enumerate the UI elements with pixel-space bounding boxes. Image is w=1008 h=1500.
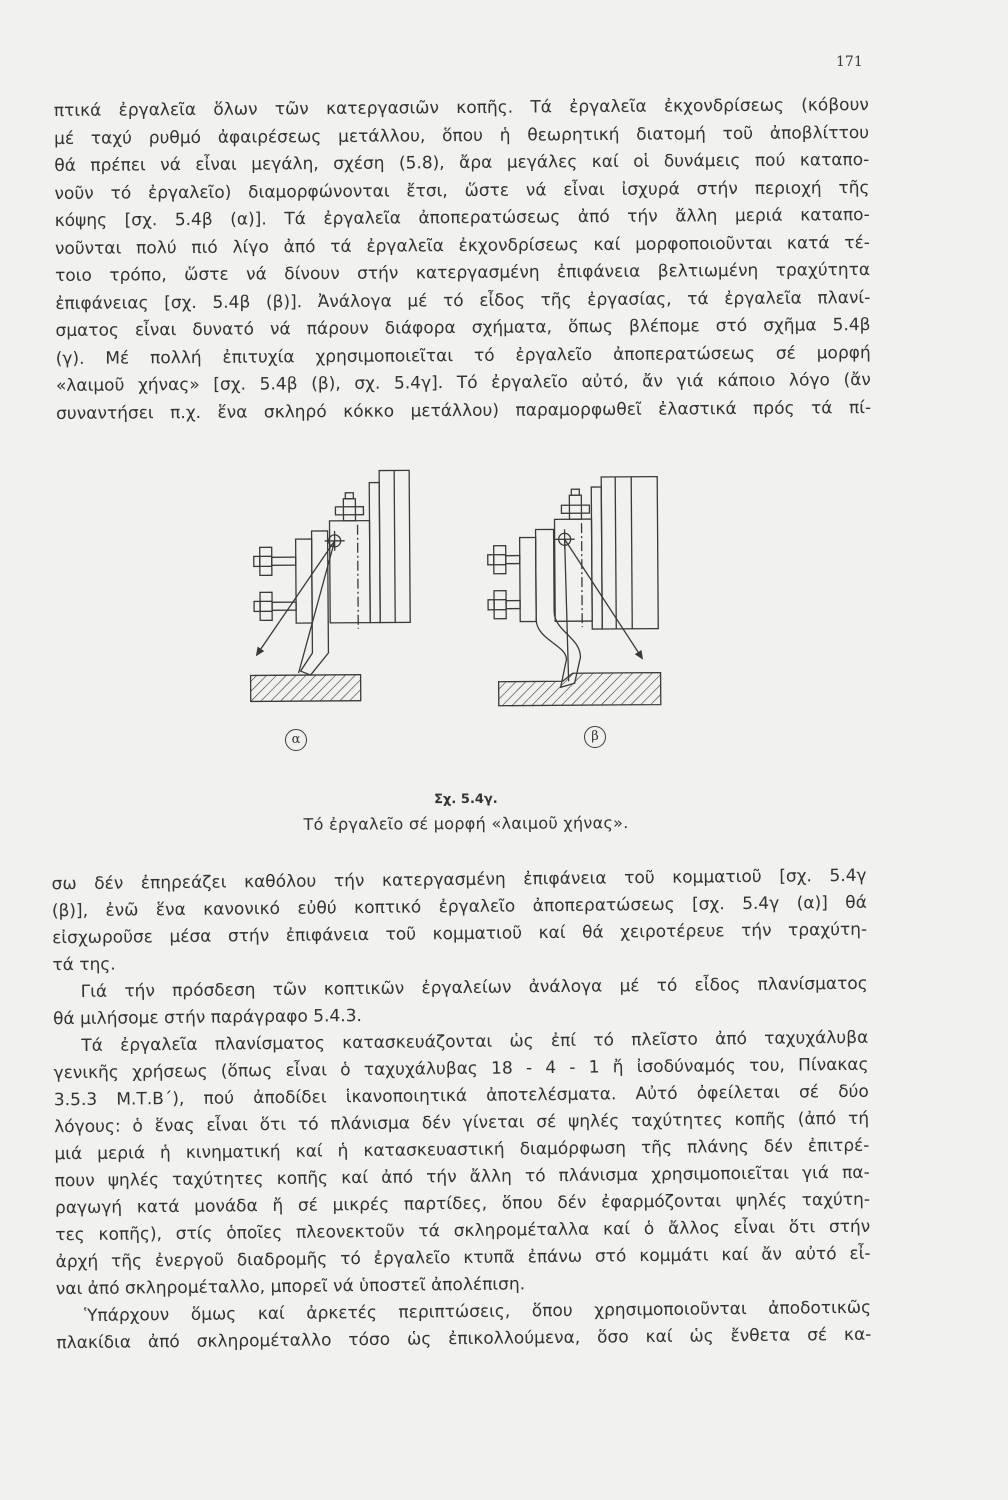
- figure-svg: [239, 460, 681, 723]
- paragraph: [51, 863, 867, 980]
- body-text-top: [54, 92, 871, 428]
- text-line: ἀρχή τῆς ἐνεργοῦ διαδρομῆς τό ἐργαλεῖο κτυπᾶ ἐπάνω στό κομμάτι καί ἄν αὐτό εἶ-: [55, 1243, 871, 1273]
- figure-panel-a-drawing: [249, 470, 411, 701]
- centerline: [358, 525, 359, 629]
- text-line: συναντήσει π.χ. ἕνα σκληρό κόκκο μετάλλου) παραμορφωθεῖ ἐλαστικά πρός τά πί-: [56, 397, 872, 424]
- text-line: Τά ἐργαλεῖα πλανίσματος κατασκευάζονται ὡς ἐπί τό πλεῖστο ἀπό ταχυχάλυβα: [81, 1027, 869, 1056]
- deflection-arrow: [565, 539, 643, 660]
- text-line: τοιο τρόπο, ὥστε νά δίνουν στήν κατεργασμένη ἐπιφάνεια βελτιωμένη τραχύτητα: [55, 260, 871, 286]
- figure-number: Σχ. 5.4γ.: [434, 791, 498, 808]
- centerline: [582, 523, 583, 627]
- text-line: τά της.: [52, 954, 116, 976]
- top-bolt: [561, 489, 589, 519]
- clamp-bolt-upper: [488, 546, 520, 574]
- text-line: (β)], ἐνῶ ἕνα κανονικό εὐθύ κοπτικό ἐργαλεῖο ἀποπερατώσεως [σχ. 5.4γ (α)] θά: [51, 892, 867, 922]
- text-line: νοῦνται πολύ πιό λίγο ἀπό τά ἐργαλεῖα ἐκχονδρίσεως καί μορφοποιοῦνται κατά τέ-: [54, 232, 870, 259]
- text-line: εἰσχωροῦσε μέσα στήν ἐπιφάνεια τοῦ κομματιοῦ καί θά χειροτέρευε τήν τραχύτη-: [52, 919, 868, 949]
- paragraph: [56, 1295, 872, 1358]
- page-number: 171: [836, 54, 863, 70]
- workpiece: [251, 675, 361, 702]
- text-line: ραγωγή κατά μονάδα ἤ σέ μικρές παρτίδες, ὅπου δέν ἐφαρμόζονται ψηλές ταχύτη-: [54, 1189, 871, 1219]
- text-line: μέ ταχύ ρυθμό ἀφαιρέσεως μετάλλου, ὅπου ἡ θεωρητική διατομή τοῦ ἀποβλίττου: [54, 122, 870, 149]
- figure-caption: [246, 787, 686, 837]
- tool-post: [329, 470, 410, 623]
- text-line: νοῦν τό ἐργαλεῖο) διαμορφώνονται ἔτσι, ὥστε νά εἶναι ἰσχυρά στήν περιοχή τῆς: [54, 177, 870, 204]
- text-line: θά πρέπει νά εἶναι μεγάλη, σχέση (5.8), ἄρα μεγάλες καί οἱ δυνάμεις πού καταπο-: [54, 150, 870, 176]
- text-line: κόψης [σχ. 5.4β (α)]. Τά ἐργαλεῖα ἀποπερατώσεως ἀπό τήν ἄλλη μεριά καταπο-: [54, 205, 870, 231]
- text-line: σματος εἶναι δυνατό νά πάρουν διάφορα σχήματα, ὅπως βλέπομε στό σχῆμα 5.4β: [55, 315, 871, 341]
- text-line: πλακίδια ἀπό σκληρομέταλλο τόσο ὡς ἐπικολλούμενα, ὅσο καί ὡς ἔνθετα σέ κα-: [56, 1324, 872, 1354]
- text-line: πουν ψηλές ταχύτητες κοπῆς καί ἀπό τήν ἄλλη τό πλάνισμα χρησιμοποιεῖται γιά πα-: [54, 1162, 870, 1192]
- panel-label-a: α: [285, 729, 307, 751]
- paragraph: [53, 1025, 871, 1304]
- text-line: τες κοπῆς), στίς ὁποῖες πλεονεκτοῦν τά σκληρομέταλλα καί ὁ ἄλλος εἶναι ὅτι στήν: [55, 1216, 871, 1246]
- text-line: λόγους: ὁ ἕνας εἶναι ὅτι τό πλάνισμα δέν γίνεται σέ ψηλές ταχύτητες κοπῆς (ἀπό τή: [54, 1108, 870, 1138]
- paragraph: [53, 971, 869, 1034]
- text-line: Γιά τήν πρόσδεση τῶν κοπτικῶν ἐργαλείων ἀνάλογα μέ τό εἶδος πλανίσματος: [80, 973, 868, 1002]
- text-line: μιά μεριά ἡ κινηματική καί ἡ κατασκευαστική διαμόρφωση τῆς πλάνης δέν ἐπιτρέ-: [54, 1135, 870, 1165]
- text-line: 3.5.3 Μ.Τ.Β΄), πού ἀποδίδει ἱκανοποιητικά ἀποτελέσματα. Αὐτό ὀφείλεται σέ δύο: [53, 1081, 869, 1111]
- clamp-bracket: [520, 537, 537, 621]
- body-text-bottom: [51, 863, 871, 1358]
- text-line: πτικά ἐργαλεῖα ὅλων τῶν κατεργασιῶν κοπῆς. Τά ἐργαλεῖα ἐκχονδρίσεως (κόβουν: [53, 95, 869, 121]
- figure-caption-text: Τό ἐργαλεῖο σέ μορφή «λαιμοῦ χήνας».: [303, 813, 629, 834]
- text-line: ἐπιφάνειας [σχ. 5.4β (β)]. Ἀνάλογα μέ τό εἶδος τῆς ἐργασίας, τά ἐργαλεῖα πλανί-: [55, 287, 871, 314]
- figure-panel-b-drawing: [487, 477, 661, 706]
- text-line: γενικῆς χρήσεως (ὅπως εἶναι ὁ ταχυχάλυβας 18 - 4 - 1 ἤ ἰσοδύναμός του, Πίνακας: [53, 1054, 869, 1084]
- panel-label-b: β: [584, 726, 606, 748]
- text-line: «λαιμοῦ χήνας» [σχ. 5.4β (β), σχ. 5.4γ]. Τό ἐργαλεῖο αὐτό, ἄν γιά κάποιο λόγο (ἄν: [55, 370, 871, 396]
- text-line: Ὑπάρχουν ὅμως καί ἀρκετές περιπτώσεις, ὅπου χρησιμοποιοῦνται ἀποδοτικῶς: [84, 1297, 872, 1326]
- text-line: (γ). Μέ πολλή ἐπιτυχία χρησιμοποιεῖται τό ἐργαλεῖο ἀποπερατώσεως σέ μορφή: [55, 342, 871, 369]
- top-bolt: [335, 493, 363, 521]
- text-line: σω δέν ἐπηρεάζει καθόλου τήν κατεργασμένη ἐπιφάνεια τοῦ κομματιοῦ [σχ. 5.4γ: [51, 865, 867, 895]
- clamp-bracket: [296, 539, 313, 623]
- workpiece: [499, 673, 661, 706]
- figure-drawings: [239, 460, 681, 723]
- clamp-bolt-upper: [254, 547, 296, 575]
- text-line: ναι ἀπό σκληρομέταλλο, μπορεῖ νά ὑποστεῖ ἀπολέπιση.: [55, 1274, 526, 1300]
- clamp-bolt-lower: [488, 591, 520, 619]
- text-line: θά μιλήσομε στήν παράγραφο 5.4.3.: [52, 1006, 362, 1030]
